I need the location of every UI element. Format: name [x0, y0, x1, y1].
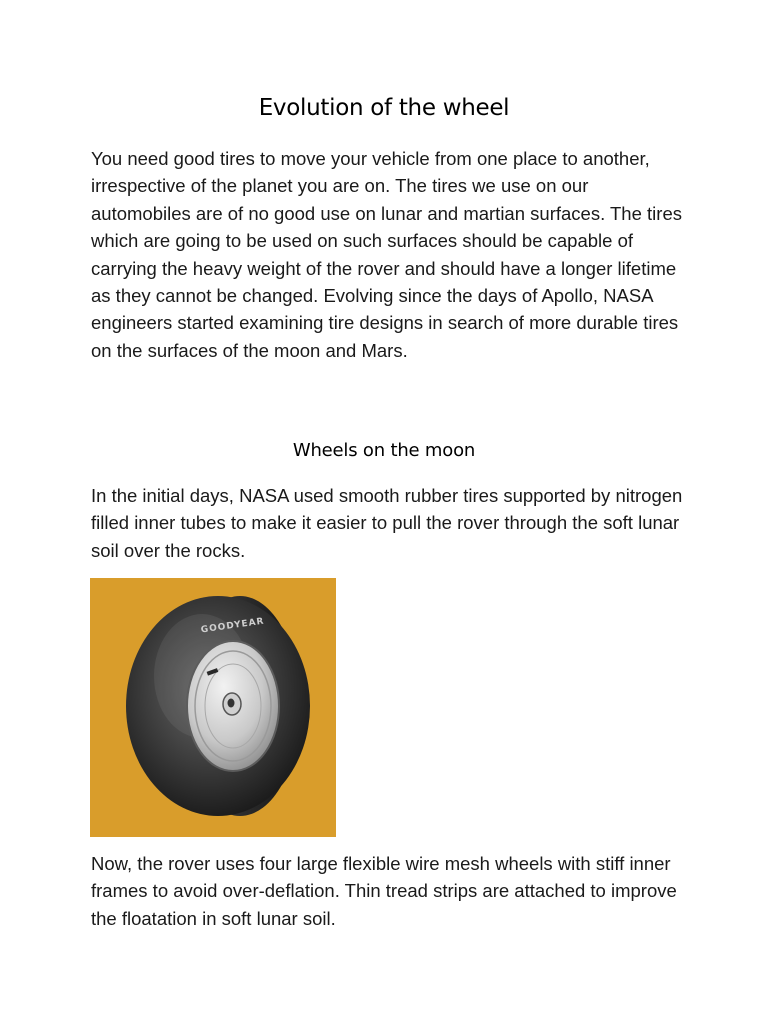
intro-paragraph: You need good tires to move your vehicle from one place to another, irrespective of the planet you are on. The tires we use on our automobiles are of no good use on lunar and martian surfaces. The tires which are going to be used on such surfaces should be capable of carrying the heavy weight of the rover and should have a longer lifetime as they cannot be changed. Evolving since the days of Apollo, NASA engineers started examining tire designs in search of more durable tires on the surfaces of the moon and Mars. [91, 148, 682, 361]
section-paragraph-1: In the initial days, NASA used smooth rubber tires supported by nitrogen filled inner tubes to make it easier to pull the rover through the soft lunar soil over the rocks. [91, 485, 683, 561]
tire-brand-text: GOODYEAR [200, 616, 266, 636]
section-heading: Wheels on the moon [292, 440, 476, 461]
page-title: Evolution of the wheel [258, 95, 510, 121]
tire-photo [90, 578, 336, 837]
section-paragraph-2: Now, the rover uses four large flexible wire mesh wheels with stiff inner frames to avoid over-deflation. Thin tread strips are attached to improve the floatation in soft lunar soil. [91, 853, 677, 929]
